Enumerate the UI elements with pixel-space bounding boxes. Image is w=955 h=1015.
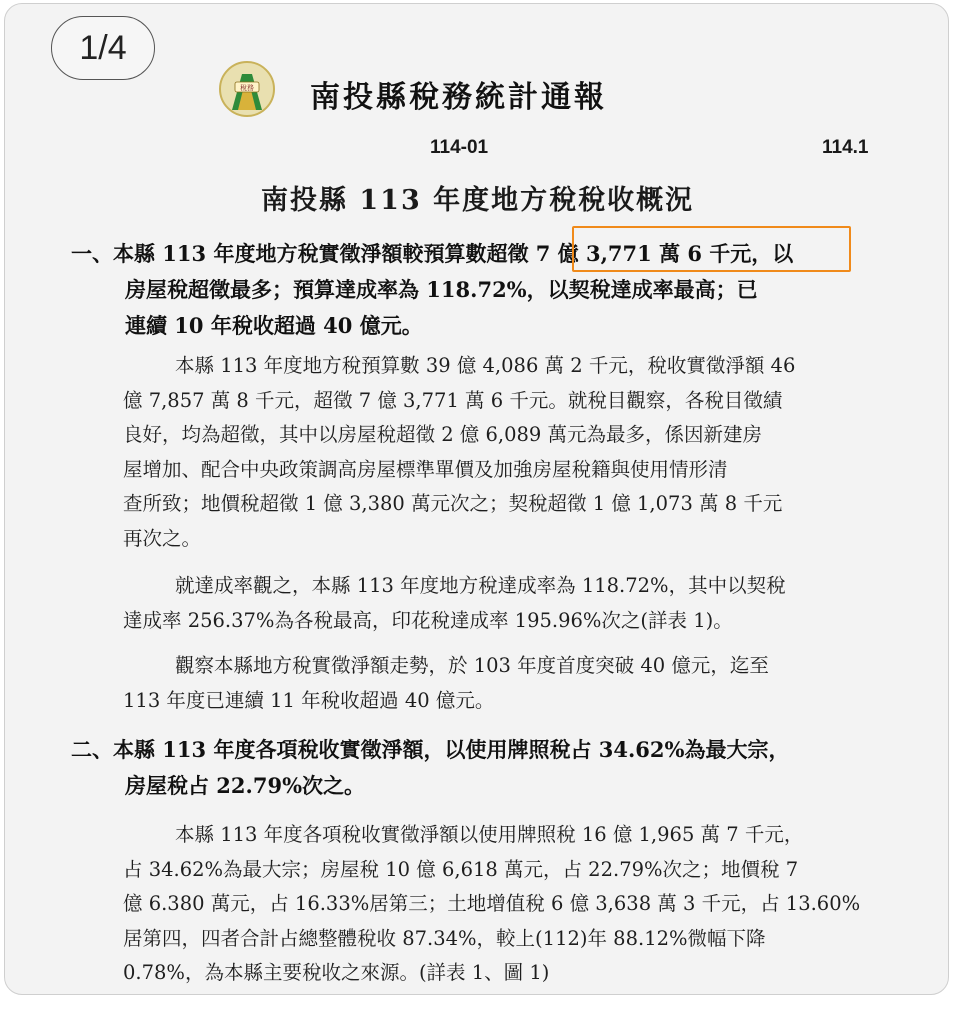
section1-heading-line: 房屋稅超徵最多；預算達成率為 118.72%，以契稅達成率最高；已 (125, 277, 758, 302)
logo-lettering: 稅務 (240, 84, 254, 92)
paragraph-line: 就達成率觀之，本縣 113 年度地方稅達成率為 118.72%，其中以契稅 (175, 574, 786, 597)
section1-heading-line: 一、本縣 113 年度地方稅實徵淨額較預算數超徵 7 億 3,771 萬 6 千元，以 (71, 241, 794, 266)
section2-paragraph1 (123, 818, 883, 991)
paragraph-line: 再次之。 (123, 526, 202, 550)
paragraph-line: 屋增加、配合中央政策調高房屋標準單價及加強房屋稅籍與使用情形清 (123, 457, 728, 481)
section2-heading (71, 732, 789, 804)
paragraph-line: 本縣 113 年度地方稅預算數 39 億 4,086 萬 2 千元，稅收實徵淨額 46 (175, 354, 796, 377)
section2-heading-line: 二、本縣 113 年度各項稅收實徵淨額，以使用牌照稅占 34.62%為最大宗， (71, 737, 790, 762)
tax-bureau-logo-icon (218, 60, 276, 118)
section2-heading-line: 房屋稅占 22.79%次之。 (125, 773, 366, 798)
paragraph-line: 觀察本縣地方稅實徵淨額走勢，於 103 年度首度突破 40 億元，迄至 (175, 654, 769, 677)
issue-date: 114.1 (822, 137, 869, 158)
paragraph-line: 113 年度已連續 11 年稅收超過 40 億元。 (123, 688, 495, 712)
document-title: 南投縣 113 年度地方稅稅收概況 (261, 185, 695, 216)
paragraph-line: 良好，均為超徵，其中以房屋稅超徵 2 億 6,089 萬元為最多，係因新建房 (123, 423, 763, 446)
paragraph-line: 居第四，四者合計占總整體稅收 87.34%，較上(112)年 88.12%微幅下降 (123, 926, 766, 950)
paragraph-line: 億 7,857 萬 8 千元，超徵 7 億 3,771 萬 6 千元。就稅目觀察，各稅目徵績 (123, 388, 783, 412)
bulletin-title: 南投縣稅務統計通報 (310, 80, 607, 115)
paragraph-line: 本縣 113 年度各項稅收實徵淨額以使用牌照稅 16 億 1,965 萬 7 千元， (175, 823, 804, 846)
section1-paragraph3 (123, 649, 883, 718)
section1-paragraph2 (123, 569, 883, 638)
paragraph-line: 達成率 256.37%為各稅最高，印花稅達成率 195.96%次之(詳表 1)。 (123, 608, 733, 632)
section1-heading-line: 連續 10 年稅收超過 40 億元。 (125, 313, 423, 338)
paragraph-line: 占 34.62%為最大宗；房屋稅 10 億 6,618 萬元，占 22.79%次之；地價稅 7 (123, 857, 799, 881)
page-indicator-badge[interactable] (51, 16, 155, 80)
document-card (4, 3, 949, 995)
paragraph-line: 億 6.380 萬元，占 16.33%居第三；土地增值稅 6 億 3,638 萬 3 千元，占 13.60% (123, 892, 861, 915)
paragraph-line: 0.78%，為本縣主要稅收之來源。(詳表 1、圖 1) (123, 961, 550, 984)
highlight-box (572, 226, 851, 272)
page-indicator-text: 1/4 (79, 28, 127, 67)
paragraph-line: 查所致；地價稅超徵 1 億 3,380 萬元次之；契稅超徵 1 億 1,073 萬 8 千元 (123, 492, 783, 515)
section1-paragraph1 (123, 349, 883, 556)
issue-number: 114-01 (430, 137, 489, 158)
